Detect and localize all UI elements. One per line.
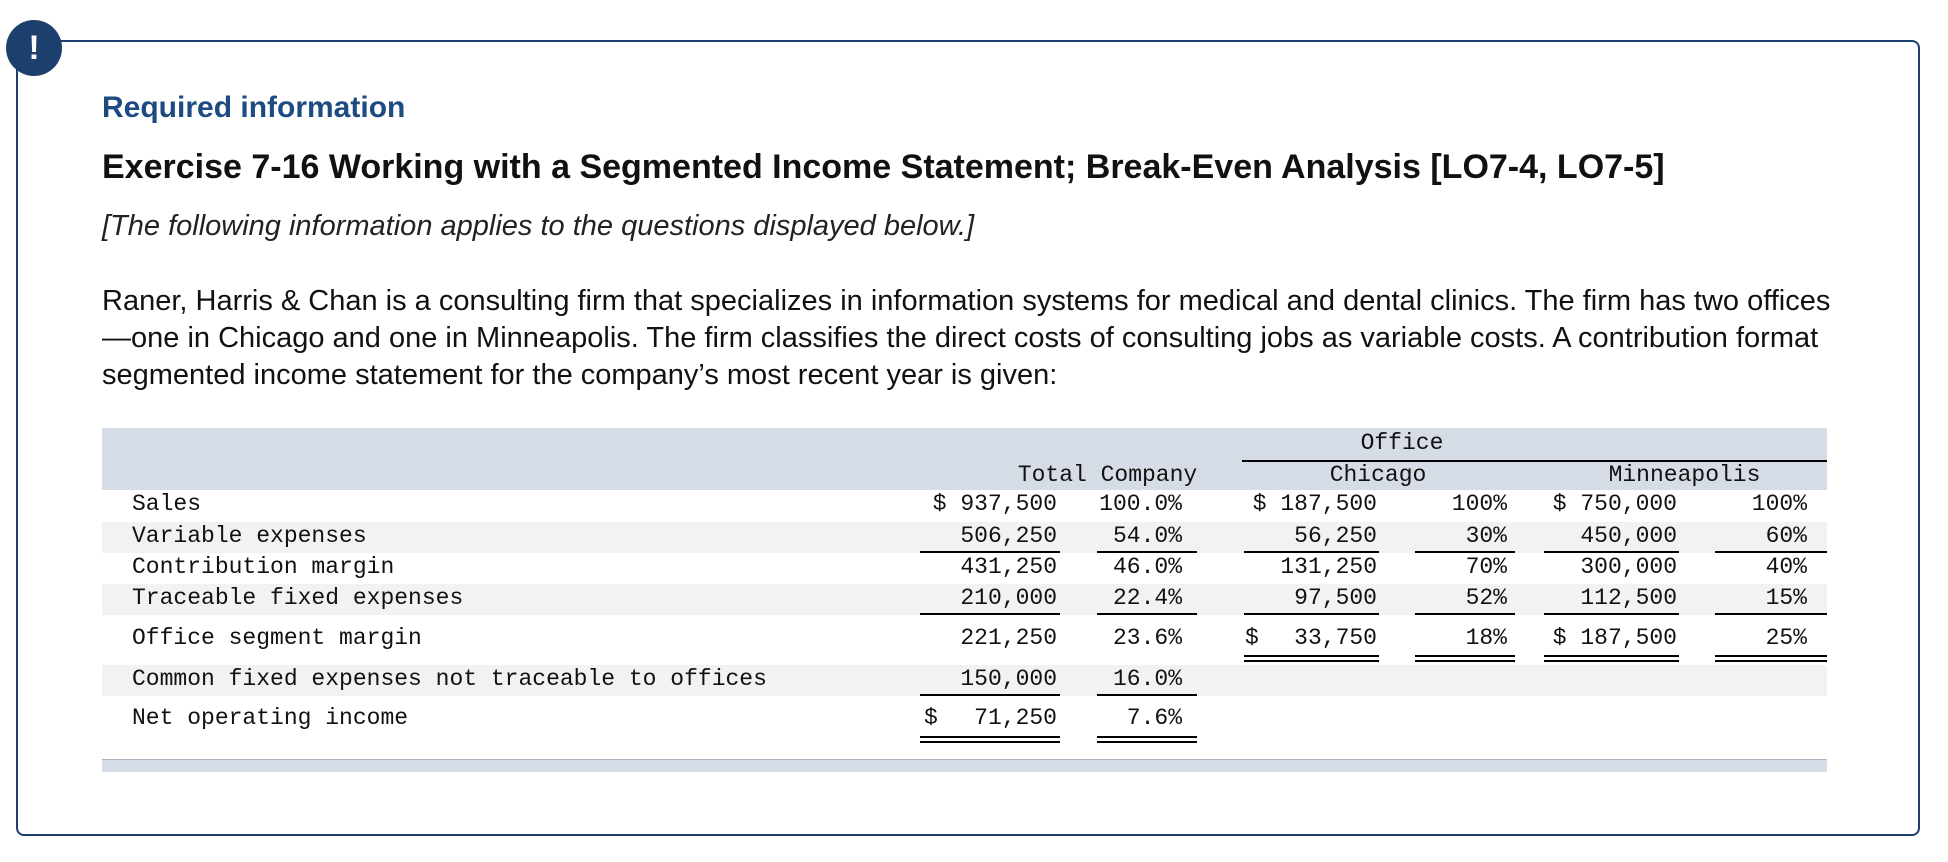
traceable-total: 210,000 [960, 585, 1057, 611]
double-underline [1415, 655, 1515, 662]
underline [920, 613, 1060, 615]
variable-chicago: 56,250 [1294, 523, 1377, 549]
double-underline [1544, 655, 1679, 662]
segment-minneapolis: $ 187,500 [1552, 625, 1677, 651]
exercise-title: Exercise 7-16 Working with a Segmented Income Statement; Break-Even Analysis [LO7-4, LO7-5] [102, 148, 1665, 186]
row-label-office-segment-margin: Office segment margin [132, 625, 422, 651]
underline [1715, 613, 1827, 615]
cm-total: 431,250 [960, 554, 1057, 580]
underline [1544, 613, 1679, 615]
row-label-contribution-margin: Contribution margin [132, 554, 395, 580]
sales-total: $ 937,500 [932, 491, 1057, 517]
cm-total-pct: 46.0% [1112, 554, 1182, 580]
segment-minneapolis-pct: 25% [1765, 625, 1807, 651]
segment-total: 221,250 [960, 625, 1057, 651]
row-label-net-operating-income: Net operating income [132, 705, 409, 731]
sales-total-pct: 100.0% [1099, 491, 1182, 517]
underline [1244, 613, 1379, 615]
row-label-sales: Sales [132, 491, 202, 517]
underline [1097, 613, 1197, 615]
double-underline [1097, 736, 1197, 743]
cm-minneapolis: 300,000 [1580, 554, 1677, 580]
traceable-chicago-pct: 52% [1465, 585, 1507, 611]
segmented-income-statement [102, 428, 1827, 771]
chicago-header: Chicago [1329, 462, 1427, 488]
table-footer-band [102, 759, 1827, 772]
underline [920, 694, 1060, 696]
segment-chicago: 33,750 [1294, 625, 1377, 651]
row-label-traceable-fixed: Traceable fixed expenses [132, 585, 464, 611]
minneapolis-header: Minneapolis [1608, 462, 1761, 488]
variable-total: 506,250 [960, 523, 1057, 549]
sales-minneapolis: $ 750,000 [1552, 491, 1677, 517]
segment-chicago-pct: 18% [1465, 625, 1507, 651]
traceable-minneapolis: 112,500 [1580, 585, 1677, 611]
noi-total: 71,250 [974, 705, 1057, 731]
traceable-total-pct: 22.4% [1112, 585, 1182, 611]
common-total-pct: 16.0% [1112, 666, 1182, 692]
double-underline [1715, 655, 1827, 662]
noi-total-sign: $ [924, 705, 938, 731]
office-group-header: Office [1360, 430, 1444, 456]
double-underline [1244, 655, 1379, 662]
sales-chicago: $ 187,500 [1252, 491, 1377, 517]
underline [1097, 694, 1197, 696]
underline [1415, 613, 1515, 615]
row-label-common-fixed: Common fixed expenses not traceable to offices [132, 666, 767, 692]
common-total: 150,000 [960, 666, 1057, 692]
sales-chicago-pct: 100% [1451, 491, 1507, 517]
variable-minneapolis: 450,000 [1580, 523, 1677, 549]
traceable-chicago: 97,500 [1294, 585, 1377, 611]
double-underline [920, 736, 1060, 743]
cm-chicago-pct: 70% [1465, 554, 1507, 580]
variable-total-pct: 54.0% [1112, 523, 1182, 549]
segment-chicago-sign: $ [1245, 625, 1259, 651]
noi-total-pct: 7.6% [1126, 705, 1182, 731]
cm-minneapolis-pct: 40% [1765, 554, 1807, 580]
required-info-label: Required information [102, 91, 406, 124]
variable-minneapolis-pct: 60% [1765, 523, 1807, 549]
sales-minneapolis-pct: 100% [1751, 491, 1807, 517]
total-company-header: Total Company [1017, 462, 1198, 488]
segment-total-pct: 23.6% [1112, 625, 1182, 651]
cm-chicago: 131,250 [1280, 554, 1377, 580]
row-label-variable-expenses: Variable expenses [132, 523, 367, 549]
variable-chicago-pct: 30% [1465, 523, 1507, 549]
traceable-minneapolis-pct: 15% [1765, 585, 1807, 611]
info-note: [The following information applies to the questions displayed below.] [102, 210, 975, 242]
problem-description: Raner, Harris & Chan is a consulting firm that specializes in information systems for medical and dental clinics. The firm has two offices—one in Chicago and one in Minneapolis. The firm classifies the direct costs of consulting jobs as variable costs. A contribution format segmented income statement for the company’s most recent year is given: [102, 285, 1831, 391]
alert-icon: ! [6, 20, 62, 76]
